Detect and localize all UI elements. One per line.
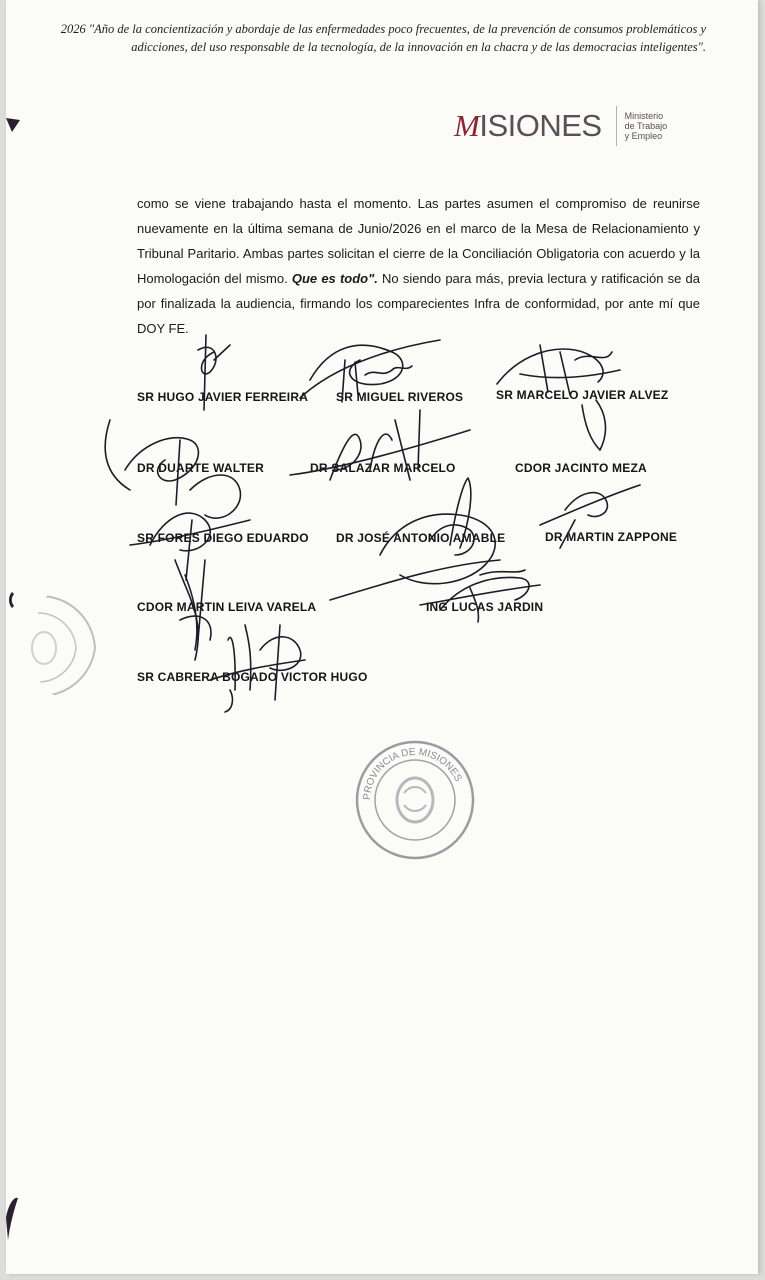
document-page	[6, 0, 758, 1274]
paragraph-text-before: como se viene trabajando hasta el momento. Las partes asumen el compromiso de reunirse nuevamente en la última semana de Junio/2026 en el marco de la Mesa de Relacionamiento y Tribunal Paritario. Ambas partes solicitan el cierre de la Conciliación Obligatoria con acuerdo y la Homologación del mismo.	[137, 196, 700, 286]
signatory-name: DR SALAZAR MARCELO	[310, 461, 456, 475]
signatory-name: SR CABRERA BOGADO VICTOR HUGO	[137, 670, 368, 684]
paragraph-emphasis: Que es todo".	[291, 271, 378, 286]
logo-sub-line-1: Ministerio	[624, 111, 664, 121]
signatory-name: SR FORES DIEGO EDUARDO	[137, 531, 309, 545]
logo-wordmark	[454, 108, 602, 144]
ministry-logo	[454, 104, 667, 148]
signatory-name: ING LUCAS JARDIN	[426, 600, 544, 614]
logo-divider	[616, 106, 617, 146]
signatory-name: DR DUARTE WALTER	[137, 461, 264, 475]
act-closing-paragraph	[137, 191, 700, 341]
signatory-name: DR MARTIN ZAPPONE	[545, 530, 678, 544]
official-seal	[350, 735, 480, 865]
signatory-name: DR JOSÉ ANTONIO AMABLE	[336, 531, 506, 545]
paragraph-text-after: No siendo para más, previa lectura y ratificación se da por finalizada la audiencia, firmando los comparecientes Infra de conformidad, por ante mí que DOY FE.	[137, 271, 700, 336]
logo-ministry-name	[625, 111, 668, 141]
signatory-name: CDOR MARTIN LEIVA VARELA	[137, 600, 317, 614]
logo-word: ISIONES	[479, 108, 602, 143]
partial-seal	[30, 588, 100, 698]
logo-initial: M	[454, 108, 480, 143]
signatory-name: SR MIGUEL RIVEROS	[336, 390, 464, 404]
seal-text: PROVINCIA DE MISIONES	[361, 746, 464, 801]
signatory-name: SR HUGO JAVIER FERREIRA	[137, 390, 309, 404]
year-motto: 2026 "Año de la concientización y abordaje de las enfermedades poco frecuentes, de la prevención de consumos problemáticos y adicciones, del uso responsable de la tecnología, de la innovación en la chacra y de las democracias inteligentes".	[60, 22, 706, 54]
signatory-name: CDOR JACINTO MEZA	[515, 461, 647, 475]
logo-sub-line-3: y Empleo	[624, 131, 663, 141]
signatory-name: SR MARCELO JAVIER ALVEZ	[496, 388, 669, 402]
logo-sub-line-2: de Trabajo	[624, 121, 668, 131]
